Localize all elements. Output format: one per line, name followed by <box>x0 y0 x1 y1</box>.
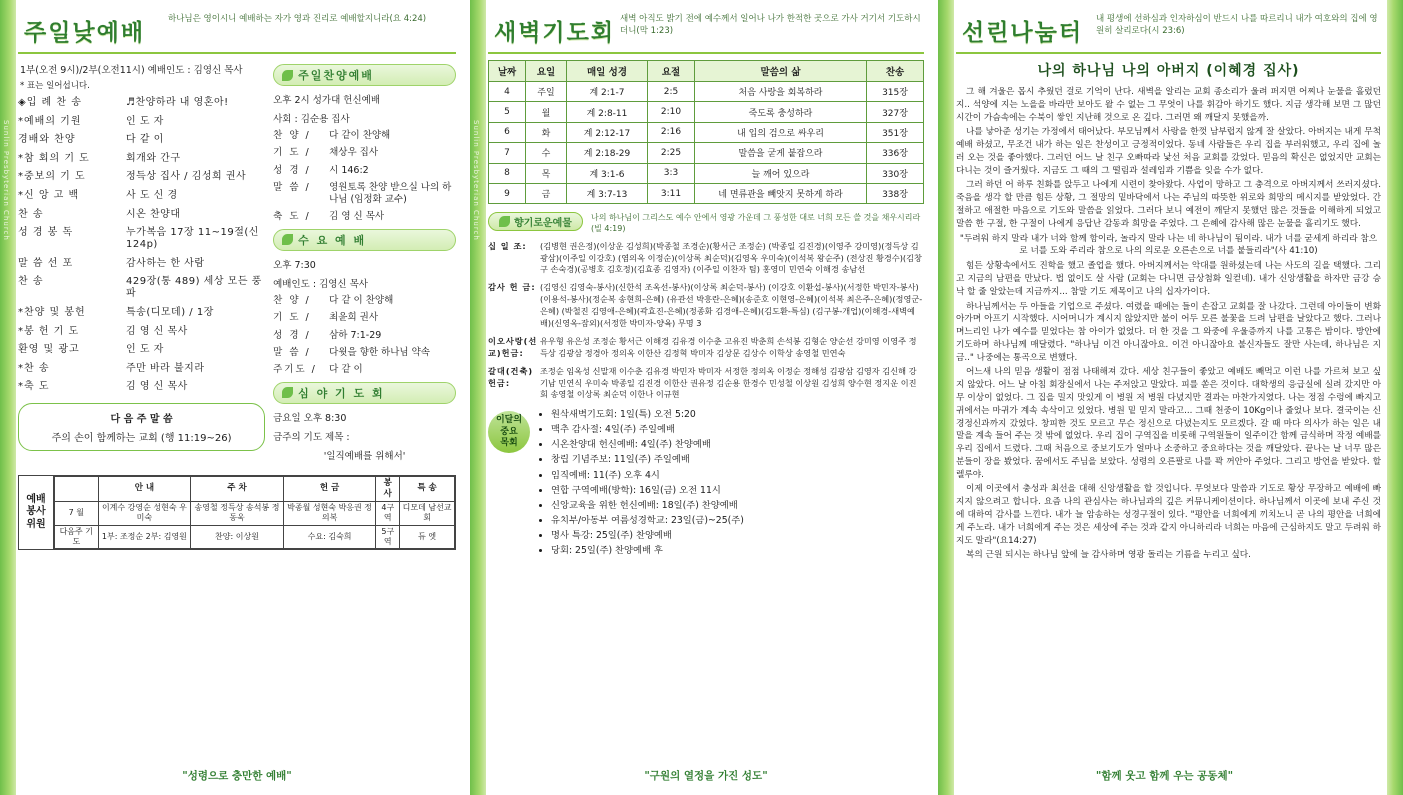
duty-cell: 찬양: 이상원 <box>191 525 284 549</box>
duty-col-head: 헌 금 <box>283 476 376 501</box>
cell-hymn: 315장 <box>867 82 924 102</box>
duty-cell: 이계수 강영순 성현숙 우미숙 <box>98 501 191 525</box>
cell-message: 네 면류관을 빼앗지 못하게 하라 <box>695 183 867 203</box>
article-paragraph: 하나님께서는 두 아들을 기업으로 주셨다. 여렸을 때에는 들이 손잡고 교회를 잘 나갔다. 그런데 아이들이 변화아가며 아프기 시작했다. 시어머니가 계시지 않았지만 불이 어두 모른 불꽃을 드려 남편을 날았다고 했다. 그러나 며느리인 나가 예수를 믿었다는 참 아이가 없었다. 더 한 것을 그 와중에 우울증까지 나를 고통은 밤이다. 방안에 기도하며 하나님께 매달렸다. "하나님 이건 아니잖아요. 이건 아니잖아요 불신자들도 잘만 사는데, 하나님은 지금.." 나중에는 통곡으로 변했다. <box>956 301 1381 363</box>
list-item: • 원삭새벽기도회: 1일(특) 오전 5:20 <box>551 407 744 422</box>
latenight-time: 금요일 오후 8:30 <box>273 412 347 424</box>
cell-scripture: 계 2:8-11 <box>567 102 648 122</box>
cell-day: 금 <box>526 183 567 203</box>
share-banner <box>956 8 1381 54</box>
cell-verse: 3:11 <box>648 183 695 203</box>
next-week-text: 주의 손이 함께하는 교회 (행 11:19~26) <box>51 433 232 445</box>
order-label: *찬 송 <box>18 362 50 374</box>
cell-scripture: 계 2:18-29 <box>567 143 648 163</box>
order-label: 찬 송 <box>18 208 44 220</box>
praise-service-title: 주일찬양예배 <box>298 69 374 82</box>
order-value: 감사하는 한 사람 <box>126 257 205 269</box>
order-value: 시온 찬양대 <box>126 208 181 220</box>
share-verse: 내 평생에 선하심과 인자하심이 반드시 나를 따르리니 내가 여호와의 집에 영원히 살리로다(시 23:6) <box>1096 14 1378 37</box>
wednesday-row <box>273 330 456 342</box>
duty-cell: 1부: 조정순 2부: 김영원 <box>98 525 191 549</box>
order-item <box>18 97 265 109</box>
cell-verse: 2:25 <box>648 143 695 163</box>
order-label: 환영 및 광고 <box>18 344 80 356</box>
duty-col-blank <box>55 476 99 501</box>
col-date: 날짜 <box>489 61 526 82</box>
cell-scripture: 계 3:1-6 <box>567 163 648 183</box>
order-item <box>18 326 265 338</box>
offering-tag <box>488 212 583 231</box>
table-row <box>55 525 455 549</box>
table-row <box>489 122 924 142</box>
table-row <box>489 143 924 163</box>
worship-footer-slogan: "성령으로 충만한 예배" <box>182 770 292 782</box>
cell-day: 수 <box>526 143 567 163</box>
wednesday-row-label: 주기도 / <box>273 364 317 376</box>
dawn-title: 새벽기도회 <box>494 20 616 46</box>
wednesday-time: 오후 7:30 <box>273 259 316 271</box>
list-item: • 신앙교육을 위한 헌신예배: 18일(주) 찬양예배 <box>551 498 744 513</box>
order-value: 주만 바라 불지라 <box>126 362 205 374</box>
offering-group-names: 유우형 유은성 조정순 황서근 이해경 김유경 이수춘 고유진 박춘희 손석봉 김형순 양순선 강미영 이영주 정득상 김광삼 정경아 정의옥 이한산 김정혁 박미자 김상문 김상수 이학상 송영철 민연숙 <box>540 335 917 358</box>
green-edge-left <box>938 0 954 795</box>
monthly-notice-badge: 이달의 중요 목회 <box>488 411 530 453</box>
list-item: • 창립 기념주보: 11일(주) 주일예배 <box>551 452 744 467</box>
duty-cell: 5구역 <box>376 525 400 549</box>
order-item <box>18 258 265 270</box>
green-edge-right <box>1387 0 1403 795</box>
offering-group-names: (김병현 권은정)(이상운 김성희)(박종철 조경순)(황서근 조정순) (박종일 김진경)(이영주 강미영)(정득상 김광삼)(이주일 이강호) (염의옥 이정순)(이상록 최순덕)(김영옥 우미숙)(이석복 왕순주) (전상진 황경수)(김창구 손숙경)(공병호 김호정)(김효종 김영자) (이주일 이찬자 팀) 홍영미 민연숙 이해경 송남선 <box>540 240 922 275</box>
praise-row-value: 채상우 집사 <box>329 147 379 159</box>
offering-group-label: 갈대(건축)헌금: <box>488 365 534 388</box>
praise-row-value: 다 같이 찬양해 <box>329 130 391 141</box>
list-item: • 임직예배: 11(주) 오후 4시 <box>551 468 744 483</box>
order-item <box>18 227 265 251</box>
offering-group-names: (김영신 김영숙-봉사)(신한석 조옥선-봉사)(이상록 최순덕-봉사) (이강호 이환섭-봉사)(서정한 박민자-봉사)(이용석-봉사)(정순복 송현희-은혜) (유관선 박흥란-은혜)(송준호 이현영-은혜)(이석복 최은주-은혜)(정영군-은혜) (박철진 김영애-은혜)(곽효진-은혜)(정종화 김경애-은혜)(김도환-특심) (김구봉-개업)(이해경-새벽예배)(신영옥-잠외)(서정한 박미자-양육) 무명 3 <box>540 282 923 328</box>
cell-message: 내 입의 검으로 싸우리 <box>695 122 867 142</box>
wednesday-row-label: 말 씀 / <box>273 346 311 358</box>
wednesday-host: 예배인도 : 김영신 목사 <box>273 278 368 290</box>
article-paragraph: 그러 하던 어 하루 친화를 앉두고 나에게 시련이 찾아왔다. 사업이 망하고 그 충격으로 아버지께서 쓰러지셨다. 죽음을 생각 할 만큼 힘든 상황, 그 절망의 밑바닥에서 나는 주님의 따뜻한 위로와 희망의 메시지를 받았었다. 간절하고 애절한 마음으로 기도와 말씀을 읽었다. 그러다 보니 예전이 깨닫지 못했던 많은 것들을 이해하게 되었고 말씀 한 구절, 한 구절이 나에게 응답난 감동과 희망을 주었다. 그 은혜에 감사해 많은 눈물을 흘리기도 했다. <box>956 180 1381 229</box>
offering-group-label: 감사 헌 금: <box>488 282 536 293</box>
article-paragraph: 복의 근원 되시는 하나님 앞에 늘 감사하며 영광 돌리는 기름을 누리고 싶다. <box>966 550 1251 561</box>
cell-verse: 2:16 <box>648 122 695 142</box>
leaf-icon <box>499 216 510 227</box>
offering-group-label: 이오사랑(선교)헌금: <box>488 335 538 358</box>
cell-date: 5 <box>489 102 526 122</box>
cell-day: 목 <box>526 163 567 183</box>
duty-period: 7 월 <box>55 501 99 525</box>
offering-header <box>488 212 924 234</box>
praise-row <box>273 182 456 206</box>
wednesday-row-value: 다윗을 향한 하나님 약속 <box>329 346 430 358</box>
table-row <box>55 501 455 525</box>
article-quoted-verse: "두려워 하지 말라 내가 너와 함께 함이라, 놀라지 말라 나는 네 하나님이 됨이라. 내가 너를 굳세게 하리라 참으로 너를 도와 주리라 참으로 나의 의로운 오른손으로 너를 붙들리라"(사 41:10) <box>959 233 1378 257</box>
article-title: 나의 하나님 나의 아버지 (이혜경 집사) <box>1037 63 1300 79</box>
latenight-service-heading <box>273 382 456 404</box>
order-item <box>18 209 265 221</box>
praise-row <box>273 130 456 142</box>
list-item: • 유치부/아동부 여름성경학교: 23일(금)~25(주) <box>551 513 744 528</box>
wednesday-row <box>273 295 456 307</box>
order-label: 성 경 봉 독 <box>18 227 74 239</box>
order-item <box>18 381 265 393</box>
order-value: 회개와 간구 <box>126 152 181 164</box>
order-label: *축 도 <box>18 381 50 393</box>
wednesday-row-value: 다 같 이 <box>329 364 363 376</box>
cell-verse: 2:5 <box>648 82 695 102</box>
praise-row <box>273 211 456 223</box>
cell-message: 늘 깨어 있으라 <box>695 163 867 183</box>
cell-hymn: 351장 <box>867 122 924 142</box>
worship-banner <box>18 8 456 54</box>
worship-verse: 하나님은 영이시니 예배하는 자가 영과 진리로 예배할지니라(요 4:24) <box>168 14 427 24</box>
col-day: 요일 <box>526 61 567 82</box>
order-item <box>18 276 265 300</box>
praise-row-label: 기 도 / <box>273 147 311 159</box>
wednesday-row-value: 최윤희 권사 <box>329 312 379 324</box>
church-side-label: Sunlin Presbyterian Church <box>2 120 10 241</box>
duty-period: 다음주 기 도 <box>55 525 99 549</box>
table-row <box>489 183 924 203</box>
offering-tag-label: 향기로운예물 <box>514 218 572 230</box>
praise-row <box>273 147 456 159</box>
order-value: 정득상 집사 / 김성희 권사 <box>126 171 247 183</box>
order-item <box>18 171 265 183</box>
order-value: 다 같 이 <box>126 134 164 146</box>
order-label: 찬 송 <box>18 276 44 288</box>
share-title: 선린나눔터 <box>962 20 1084 46</box>
order-item <box>18 153 265 165</box>
duty-col-head: 특 송 <box>400 476 455 501</box>
article-paragraph: 그 해 겨울은 몹시 추웠던 걸로 기억이 난다. 새벽을 알리는 교회 종소리가 울려 퍼지면 어찌나 눈물을 흘렀던지.. 석양에 지는 노을을 바라만 보아도 왈 수 없는 그 무엇이 나를 휘감아 하기도 했다. 지금 생각해 보면 그 많던 시간이 가슴속에는 수북이 쌓인 지난해 것으로 온 깊다. 그러면 왜 깨달지 못했을까. <box>956 87 1381 123</box>
article-paragraph: 힘든 상황속에서도 진학을 했고 졸업을 했다. 아버지께서는 악대를 원하셨는데 나는 사도의 길을 택했다. 그리고 지금의 남편을 만났다. 법 없이도 살 사람 (교회는 다니면 금상첨화 일컫네). 내가 신앙생활을 하자만 금강 승낙 할 줄 알았는데 지금까지... 참말 기도 제목이고 나의 십자가이다. <box>956 261 1381 297</box>
list-item: • 시온찬양대 헌신예배: 4일(주) 찬양예배 <box>551 437 744 452</box>
worship-note: * 표는 일어섭니다. <box>20 81 90 91</box>
wednesday-row <box>273 347 456 359</box>
monthly-notices <box>488 407 924 557</box>
wednesday-service-heading <box>273 229 456 251</box>
dawn-footer-slogan: "구원의 열정을 가진 성도" <box>644 770 768 782</box>
table-row <box>489 82 924 102</box>
cell-date: 7 <box>489 143 526 163</box>
order-value: 특송(디모데) / 1장 <box>126 306 214 318</box>
cell-hymn: 336장 <box>867 143 924 163</box>
next-week-box <box>18 403 265 451</box>
order-label: *참 회의 기 도 <box>18 152 90 164</box>
col-verse: 요절 <box>648 61 695 82</box>
offering-group <box>488 336 924 360</box>
col-scripture: 매일 성경 <box>567 61 648 82</box>
share-footer-slogan: "함께 웃고 함께 우는 공동체" <box>1095 770 1234 782</box>
order-value: 김 영 신 목사 <box>126 325 188 337</box>
list-item: • 명사 특강: 25일(주) 찬양예배 <box>551 528 744 543</box>
wednesday-service-title: 수 요 예 배 <box>298 233 367 247</box>
cell-date: 4 <box>489 82 526 102</box>
offering-group <box>488 241 924 277</box>
praise-row-label: 축 도 / <box>273 211 311 223</box>
cell-hymn: 330장 <box>867 163 924 183</box>
list-item: • 당회: 25일(주) 찬양예배 후 <box>551 543 744 558</box>
cell-hymn: 338장 <box>867 183 924 203</box>
table-row <box>489 102 924 122</box>
offering-lists <box>488 241 924 402</box>
praise-row-value: 김 영 신 목사 <box>329 211 385 223</box>
cell-date: 8 <box>489 163 526 183</box>
cell-message: 죽도록 충성하라 <box>695 102 867 122</box>
list-item: • 맥추 감사절: 4일(주) 주일예배 <box>551 422 744 437</box>
table-header-row <box>489 61 924 82</box>
leaf-icon <box>282 70 293 81</box>
cell-scripture: 계 2:12-17 <box>567 122 648 142</box>
cell-day: 화 <box>526 122 567 142</box>
cell-day: 월 <box>526 102 567 122</box>
duty-col-head: 안 내 <box>98 476 191 501</box>
wednesday-row-value: 삼하 7:1-29 <box>329 329 382 341</box>
offering-group <box>488 366 924 402</box>
wednesday-row-value: 다 같 이 찬양해 <box>329 294 394 306</box>
duty-side-label: 예배 봉사 위원 <box>19 476 54 550</box>
col-message: 말씀의 삶 <box>695 61 867 82</box>
order-value: 사 도 신 경 <box>126 189 178 201</box>
cell-message: 말씀을 굳게 붙잡으라 <box>695 143 867 163</box>
order-value: ♬찬양하라 내 영혼아! <box>126 97 229 108</box>
wednesday-row-label: 기 도 / <box>273 312 311 324</box>
duty-cell: 송영철 정득상 송석봉 정동욱 <box>191 501 284 525</box>
dawn-schedule-table <box>488 60 924 204</box>
order-label: *신 앙 고 백 <box>18 189 80 201</box>
order-item <box>18 363 265 375</box>
latenight-service-title: 심 야 기 도 회 <box>298 386 385 400</box>
order-label: ◈입 례 찬 송 <box>18 97 82 108</box>
table-header-row <box>55 476 455 501</box>
worship-subline: 1부(오전 9시)/2부(오전11시) 예배인도 : 김영신 목사 <box>20 65 243 76</box>
offering-group-label: 십 일 조: <box>488 240 527 251</box>
order-label: 경배와 찬양 <box>18 134 76 146</box>
offering-verse: 나의 하나님이 그리스도 예수 안에서 영광 가운데 그 풍성한 대로 너희 모든 쓸 것을 채우시리라 (빌 4:19) <box>590 213 921 234</box>
order-label: *봉 헌 기 도 <box>18 325 80 337</box>
latenight-label: 금주의 기도 제목 : <box>273 431 350 443</box>
order-item <box>18 134 265 146</box>
latenight-topic: '일직예배를 위해서' <box>323 450 406 462</box>
article-paragraph: 이제 이곳에서 충성과 최선을 대해 신앙생활을 할 것입니다. 무엇보다 말씀과 기도로 황상 무장하고 예배에 빠지지 않으려고 합니다. 요즘 나의 관심사는 하나님과의 깊은 커뮤니케이션이다. 하나님께서 이곳에 보내 주신 것에 대하여 감사를 느낀다. 내가 늘 암송하는 성경구절이 있다. "평안을 너희에게 끼치노니 곧 나의 평안을 너희에게 주노라. 내가 너희에게 주는 것은 세상에 주는 것과 같지 아니하리라 너희는 마음에 근심하지도 말고 두려워 하지도 말라"(요14:27) <box>956 484 1381 546</box>
order-label: *찬양 및 봉헌 <box>18 306 86 318</box>
column-testimony <box>938 0 1403 795</box>
order-item <box>18 116 265 128</box>
praise-row-value: 영원토록 찬양 받으실 나의 하나님 (임정화 교수) <box>329 182 452 205</box>
worship-order-list <box>18 97 265 393</box>
cell-date: 9 <box>489 183 526 203</box>
column-dawn-prayer <box>470 0 938 795</box>
col-hymn: 찬송 <box>867 61 924 82</box>
praise-row-label: 찬 양 / <box>273 130 311 141</box>
cell-verse: 3:3 <box>648 163 695 183</box>
cell-date: 6 <box>489 122 526 142</box>
worship-title: 주일낮예배 <box>24 20 146 46</box>
duty-cell: 박종월 성현숙 박응권 정의복 <box>283 501 376 525</box>
praise-host: 사회 : 김순용 집사 <box>273 114 350 125</box>
order-item <box>18 344 265 356</box>
cell-scripture: 계 2:1-7 <box>567 82 648 102</box>
duty-table <box>18 475 456 551</box>
article-body <box>956 86 1381 562</box>
article-paragraph: 어느새 나의 믿음 생활이 점점 나태해져 갔다. 세상 친구들이 좋았고 예배도 빼먹고 이런 나를 가르쳐 보고 싶지 않았다. 어느 날 아침 회장실에서 나는 주저앉고 말았다. 피를 쏟은 것이다. 대학생의 응급실에 실려 갔지만 아무 이상이 없었다. 그 집을 밀지 맛있게 이 병원 저 병원 다녔지만 결과는 마찬가지였다. 나는 정점 수렁에 빠지고 귀에서는 마귀가 계속 속삭이고 있었다. 병원 밑 믿지 말라고... 그때 천중이 10Kg이나 줄었나 보다. 결국이는 신경정신과까지 갔었다. 창피한 것도 모르고 무슨 정신으로 다녔는지도 모르겠다. 갈 때 마다 의사가 하는 일은 내 말을 계속 들어 주는 것 밖에 없었다. 우리 집이 구역집을 비롯해 구역원들이 일주이간 함께 금식하며 작정 예배를 우리 집에서 드렸다. 그때 처음으로 중보기도가 얼마나 소중하고 중요하다는 것을 깨달았다. 끝나는 날 너무 많은 분들이 장을 봤었다. 꿈에서도 주님을 보았다. 성령의 오른팔로 나를 꽉 꺼안아 주었다. 그리고 방언을 받았다. 할렐루야. <box>956 367 1381 480</box>
cell-day: 주일 <box>526 82 567 102</box>
duty-col-head: 봉 사 <box>376 476 400 501</box>
wednesday-row-label: 성 경 / <box>273 329 311 341</box>
order-value: 429장(통 489) 세상 모든 풍파 <box>126 276 262 300</box>
monthly-notice-list <box>538 407 744 557</box>
duty-cell: 4구역 <box>376 501 400 525</box>
order-label: 말 씀 선 포 <box>18 257 74 269</box>
church-side-label: Sunlin Presbyterian Church <box>472 120 480 241</box>
next-week-title: 다 음 주 말 씀 <box>110 414 173 426</box>
wednesday-row <box>273 312 456 324</box>
dawn-verse: 새벽 아직도 밝기 전에 예수께서 일어나 나가 한적한 곳으로 가사 거기서 기도하시더니(막 1:23) <box>620 14 921 37</box>
praise-row-label: 말 씀 / <box>273 182 311 194</box>
list-item: • 연합 구역예배(방학): 16일(금) 오전 11시 <box>551 483 744 498</box>
table-row <box>489 163 924 183</box>
order-label: *예배의 기원 <box>18 115 82 127</box>
order-value: 김 영 신 목사 <box>126 381 188 393</box>
praise-service-heading <box>273 64 456 86</box>
wednesday-row <box>273 364 456 376</box>
offering-group <box>488 282 924 330</box>
duty-cell: 수요: 김숙희 <box>283 525 376 549</box>
praise-time: 오후 2시 성가대 헌신예배 <box>273 95 380 106</box>
order-value: 누가복음 17장 11~19절(신 124p) <box>126 227 259 251</box>
order-item <box>18 190 265 202</box>
order-item <box>18 307 265 319</box>
leaf-icon <box>282 234 293 245</box>
duty-cell: 디모데 남선교회 <box>400 501 455 525</box>
cell-message: 처음 사랑을 회복하라 <box>695 82 867 102</box>
wednesday-row-label: 찬 양 / <box>273 294 311 306</box>
leaf-icon <box>282 387 293 398</box>
order-label: *중보의 기 도 <box>18 171 86 183</box>
duty-col-head: 주 차 <box>191 476 284 501</box>
offering-group-names: 조정순 임옥성 신말재 이수춘 김유경 박민자 박미자 서정한 정의옥 이정순 정해성 김광삼 김영자 김신해 강기남 민연식 우미숙 박종일 김진경 이한산 권유정 김순용 한경수 민성철 이상원 김성희 양수현 정지운 이진회 송영철 이상록 최순덕 이한나 이규현 <box>540 365 917 400</box>
worship-order-block <box>18 60 265 467</box>
cell-verse: 2:10 <box>648 102 695 122</box>
order-value: 인 도 자 <box>126 115 164 127</box>
worship-side-services <box>273 60 456 467</box>
dawn-banner <box>488 8 924 54</box>
duty-cell: 듀 엣 <box>400 525 455 549</box>
cell-scripture: 계 3:7-13 <box>567 183 648 203</box>
praise-row-value: 시 146:2 <box>329 164 369 176</box>
article-paragraph: 나를 낳아준 성기는 가정에서 태어났다. 부모님께서 사랑을 한껏 남부럽지 않게 잘 살았다. 아버지는 내게 무척 예배 하셨고, 무조건 내가 하는 일은 찬성이고 긍정적이었다. 동네 사람들은 우리 집을 부러워했고, 우리 집에 놀러 오는 것을 좋아했다. 그러던 어느 날 친구 오빠따라 낯선 처음 교회를 갔었다. 믿음의 확신은 없었지만 교회는 다니는 것이 즐거웠다. 지금도 그 때의 그 떨림과 설레임과 기쁨을 잊을 수가 없다. <box>956 127 1381 176</box>
praise-row <box>273 165 456 177</box>
order-value: 인 도 자 <box>126 344 164 356</box>
praise-row-label: 성 경 / <box>273 164 311 176</box>
column-worship <box>0 0 470 795</box>
cell-hymn: 327장 <box>867 102 924 122</box>
